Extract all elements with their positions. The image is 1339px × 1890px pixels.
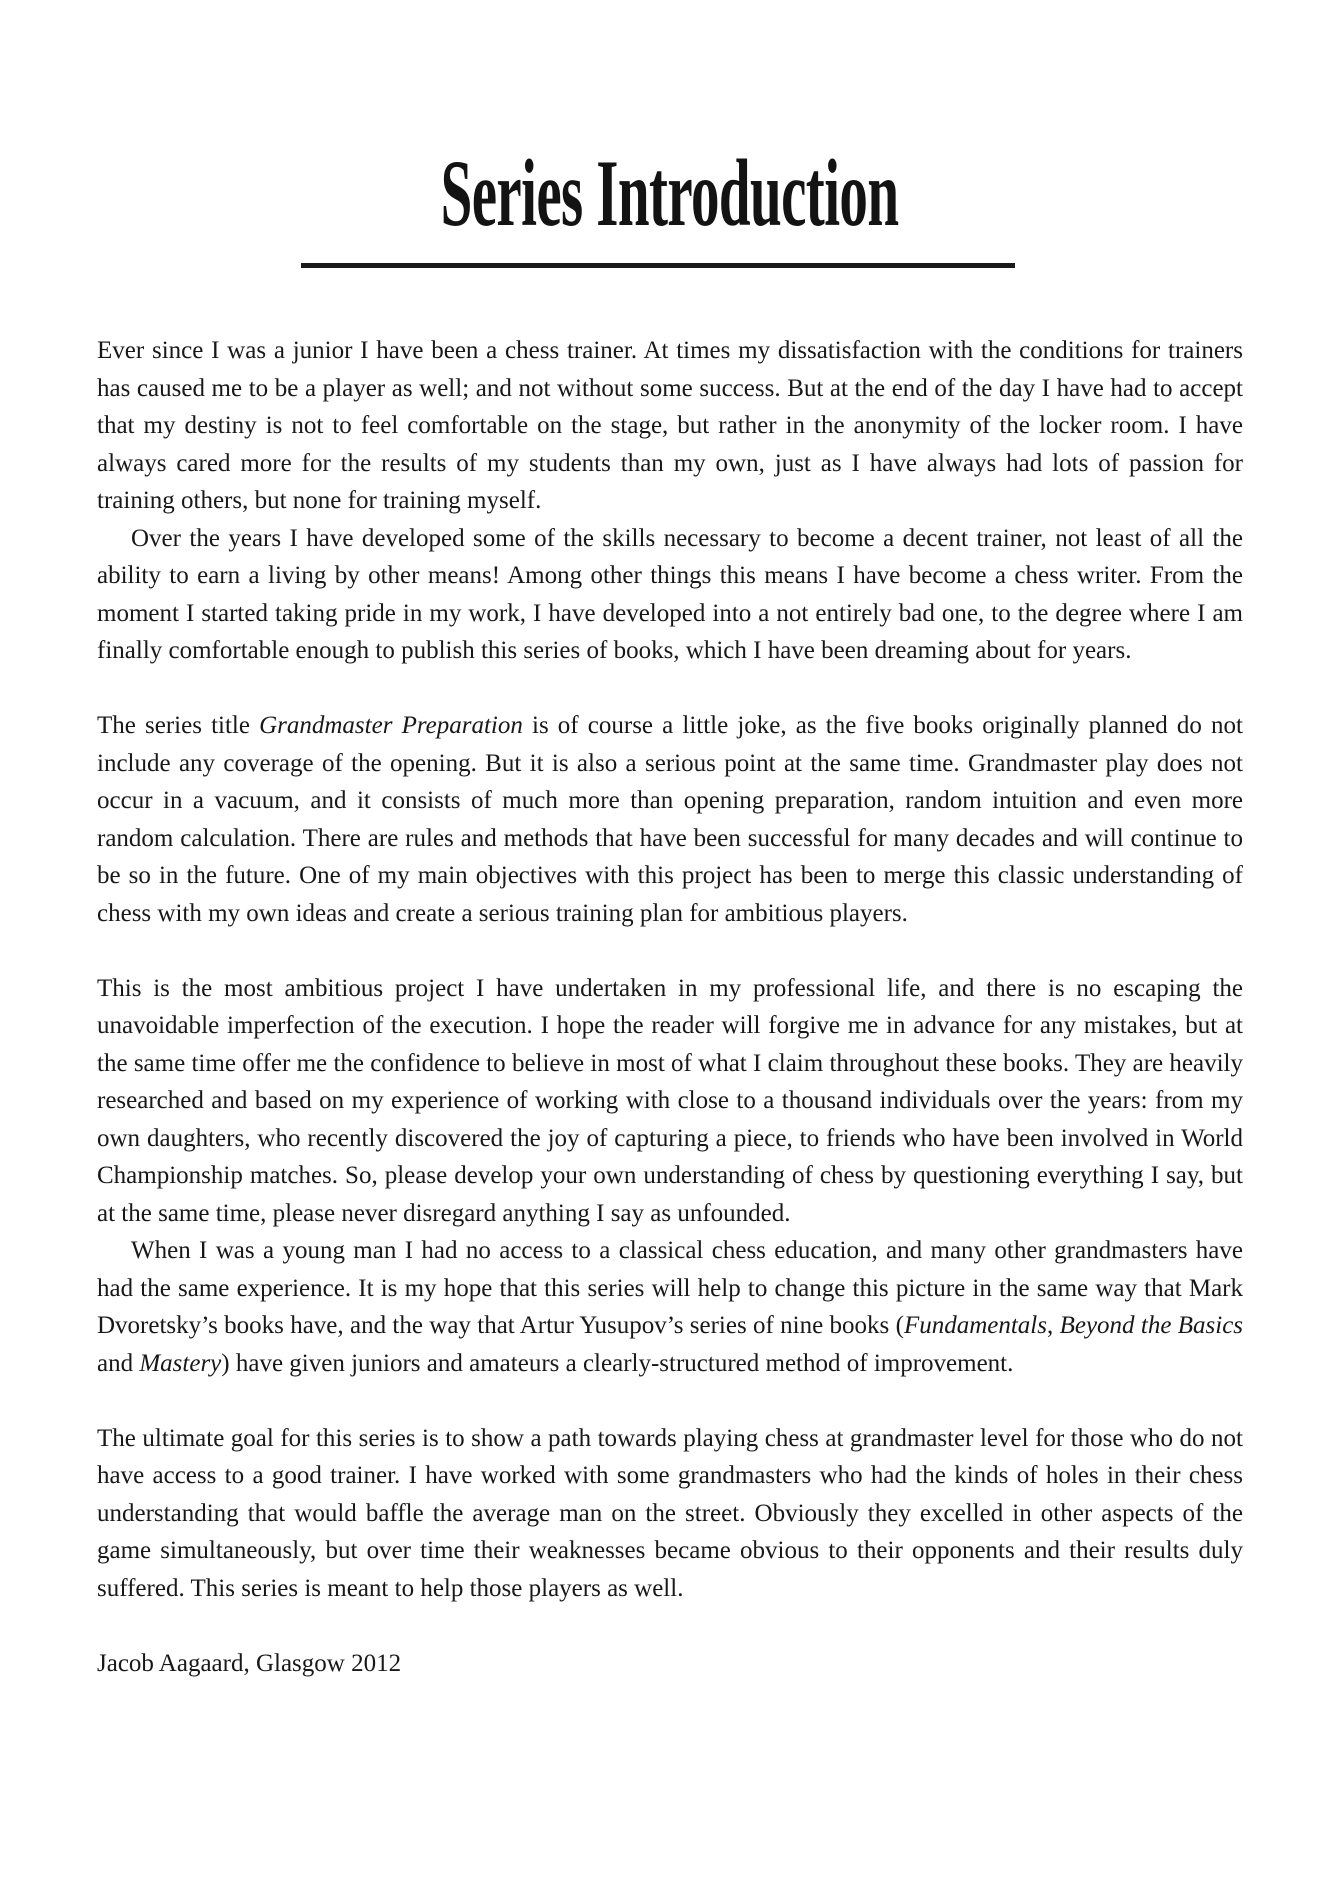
text-run: The series title [97,712,260,739]
paragraph-2: Over the years I have developed some of the skills necessary to become a decent trainer, not least of all the ability to earn a living by other means! Among other things this means I have become a chess writer. From the moment I started taking pride in my work, I have developed into a not entirely bad one, to the degree where I am finally comfortable enough to publish this series of books, which I have been dreaming about for years. [97,524,1243,664]
paragraph-1: Ever since I was a junior I have been a chess trainer. At times my dissatisfaction with the conditions for trainers has caused me to be a player as well; and not without some success. But at the end of the day I have had to accept that my destiny is not to feel comfortable on the stage, but rather in the anonymity of the locker room. I have always cared more for the results of my students than my own, just as I have always had lots of passion for training others, but none for training myself. [97,337,1243,514]
book-title-mastery-italic: Mastery [139,1349,222,1377]
book-title-fundamentals-italic: Fundamentals [903,1312,1047,1339]
series-title-italic: Grandmaster Preparation [259,712,523,739]
text-run: is of course a little joke, as the five books originally planned do not include any coverage of the opening. But it is also a serious point at the same time. Grandmaster play does not occur in a vacuum, and it consists of much more than opening preparation, random intuition and even more random calculation. There are rules and methods that have been successful for many decades and will continue to be so in the future. One of my main objectives with this project has been to merge this classic understanding of chess with my own ideas and create a serious training plan for ambitious players. [97,712,1243,927]
paragraph-6: The ultimate goal for this series is to show a path towards playing chess at grandmaster level for those who do not have access to a good trainer. I have worked with some grandmasters who had the kinds of holes in their chess understanding that would baffle the average man on the street. Obviously they excelled in other aspects of the game simultaneously, but over time their weaknesses became obvious to their opponents and their results duly suffered. This series is meant to help those players as well. [97,1424,1243,1602]
paragraph-5 [97,1232,1243,1382]
chapter-header [0,0,1339,268]
text-run: , [1046,1312,1060,1339]
paragraph-3 [97,707,1243,932]
chapter-title-text: Series Introduction [440,140,899,246]
paragraph-4: This is the most ambitious project I have undertaken in my professional life, and there is no escaping the unavoidable imperfection of the execution. I hope the reader will forgive me in advance for any mistakes, but at the same time offer me the confidence to believe in most of what I claim throughout these books. They are heavily researched and based on my experience of working with close to a thousand individuals over the years: from my own daughters, who recently discovered the joy of capturing a piece, to friends who have been involved in World Championship matches. So, please develop your own understanding of chess by questioning everything I say, but at the same time, please never disregard anything I say as unfounded. [97,974,1243,1227]
text-run: ) have given juniors and amateurs a clearly-structured method of improvement. [221,1349,1014,1377]
chapter-title [0,140,1339,246]
text-run: and [97,1349,140,1377]
author-signature: Jacob Aagaard, Glasgow 2012 [97,1649,402,1677]
chapter-body [97,268,1243,1682]
text-run: When I was a young man I had no access to a classical chess education, and many other grandmasters have had the same experience. It is my hope that this series will help to change this picture in the same way that Mark Dvoretsky’s books have, and the way that Artur Yusupov’s series of nine books ( [97,1237,1243,1339]
book-title-beyond-the-basics-italic: Beyond the Basics [1059,1312,1244,1339]
